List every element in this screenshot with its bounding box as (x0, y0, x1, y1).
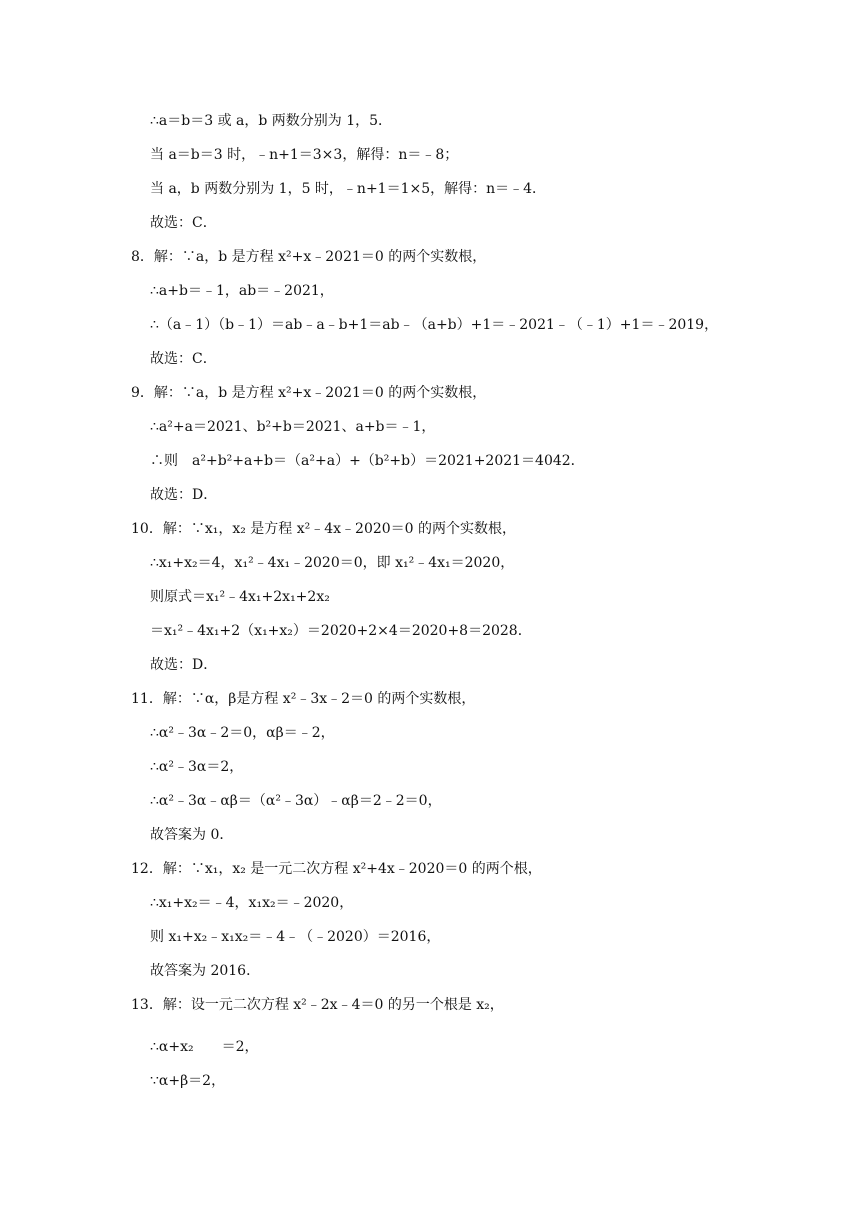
text-line: 故选：C． (150, 351, 217, 367)
text-line: ∴α²﹣3α﹣αβ＝（α²﹣3α）﹣αβ＝2﹣2＝0， (150, 793, 442, 809)
text-line: ＝x₁²﹣4x₁+2（x₁+x₂）＝2020+2×4＝2020+8＝2028． (150, 623, 532, 639)
text-line: 10．解：∵x₁，x₂ 是方程 x²﹣4x﹣2020＝0 的两个实数根， (131, 521, 517, 537)
text-line: 故选：D． (150, 657, 218, 673)
text-line: 则 x₁+x₂﹣x₁x₂＝﹣4﹣（﹣2020）＝2016， (150, 929, 441, 945)
text-line: ∵α+β＝2， (150, 1073, 226, 1089)
text-line: 故选：D． (150, 487, 218, 503)
text-line: ∴α²﹣3α＝2， (150, 759, 244, 775)
text-line: 9．解：∵a，b 是方程 x²+x﹣2021＝0 的两个实数根， (131, 385, 487, 401)
text-line: ∴x₁+x₂＝4，x₁²﹣4x₁﹣2020＝0，即 x₁²﹣4x₁＝2020， (150, 555, 515, 571)
text-line: ∴a＝b＝3 或 a，b 两数分别为 1，5． (150, 113, 393, 129)
text-line: 8．解：∵a，b 是方程 x²+x﹣2021＝0 的两个实数根， (131, 249, 487, 265)
text-line: 13．解：设一元二次方程 x²﹣2x﹣4＝0 的另一个根是 x₂， (131, 997, 504, 1013)
text-line: ∴（a﹣1）（b﹣1）＝ab﹣a﹣b+1＝ab﹣（a+b）+1＝﹣2021﹣（﹣1）+1＝﹣2019， (150, 317, 719, 333)
text-line: 故选：C． (150, 215, 217, 231)
text-line: ∴α²﹣3α﹣2＝0，αβ＝﹣2， (150, 725, 335, 741)
text-line: ∴x₁+x₂＝﹣4，x₁x₂＝﹣2020， (150, 895, 354, 911)
text-line: 当 a，b 两数分别为 1，5 时，﹣n+1＝1×5，解得：n＝﹣4． (150, 181, 547, 197)
text-line: ∴a²+a＝2021、b²+b＝2021、a+b＝﹣1， (150, 419, 436, 435)
text-line: 故答案为 2016． (150, 963, 261, 979)
text-line: ∴则 a²+b²+a+b＝（a²+a）+（b²+b）＝2021+2021＝4042． (150, 453, 585, 469)
text-line: 当 a＝b＝3 时，﹣n+1＝3×3，解得：n＝﹣8； (150, 147, 459, 163)
text-line: ∴α+x₂ ＝2， (150, 1039, 259, 1055)
text-line: 11．解：∵α，β是方程 x²﹣3x﹣2＝0 的两个实数根， (131, 691, 476, 707)
text-line: ∴a+b＝﹣1，ab＝﹣2021， (150, 283, 334, 299)
text-line: 12．解：∵x₁，x₂ 是一元二次方程 x²+4x﹣2020＝0 的两个根， (131, 861, 542, 877)
text-line: 则原式＝x₁²﹣4x₁+2x₁+2x₂ (150, 589, 330, 605)
text-line: 故答案为 0． (150, 827, 234, 843)
